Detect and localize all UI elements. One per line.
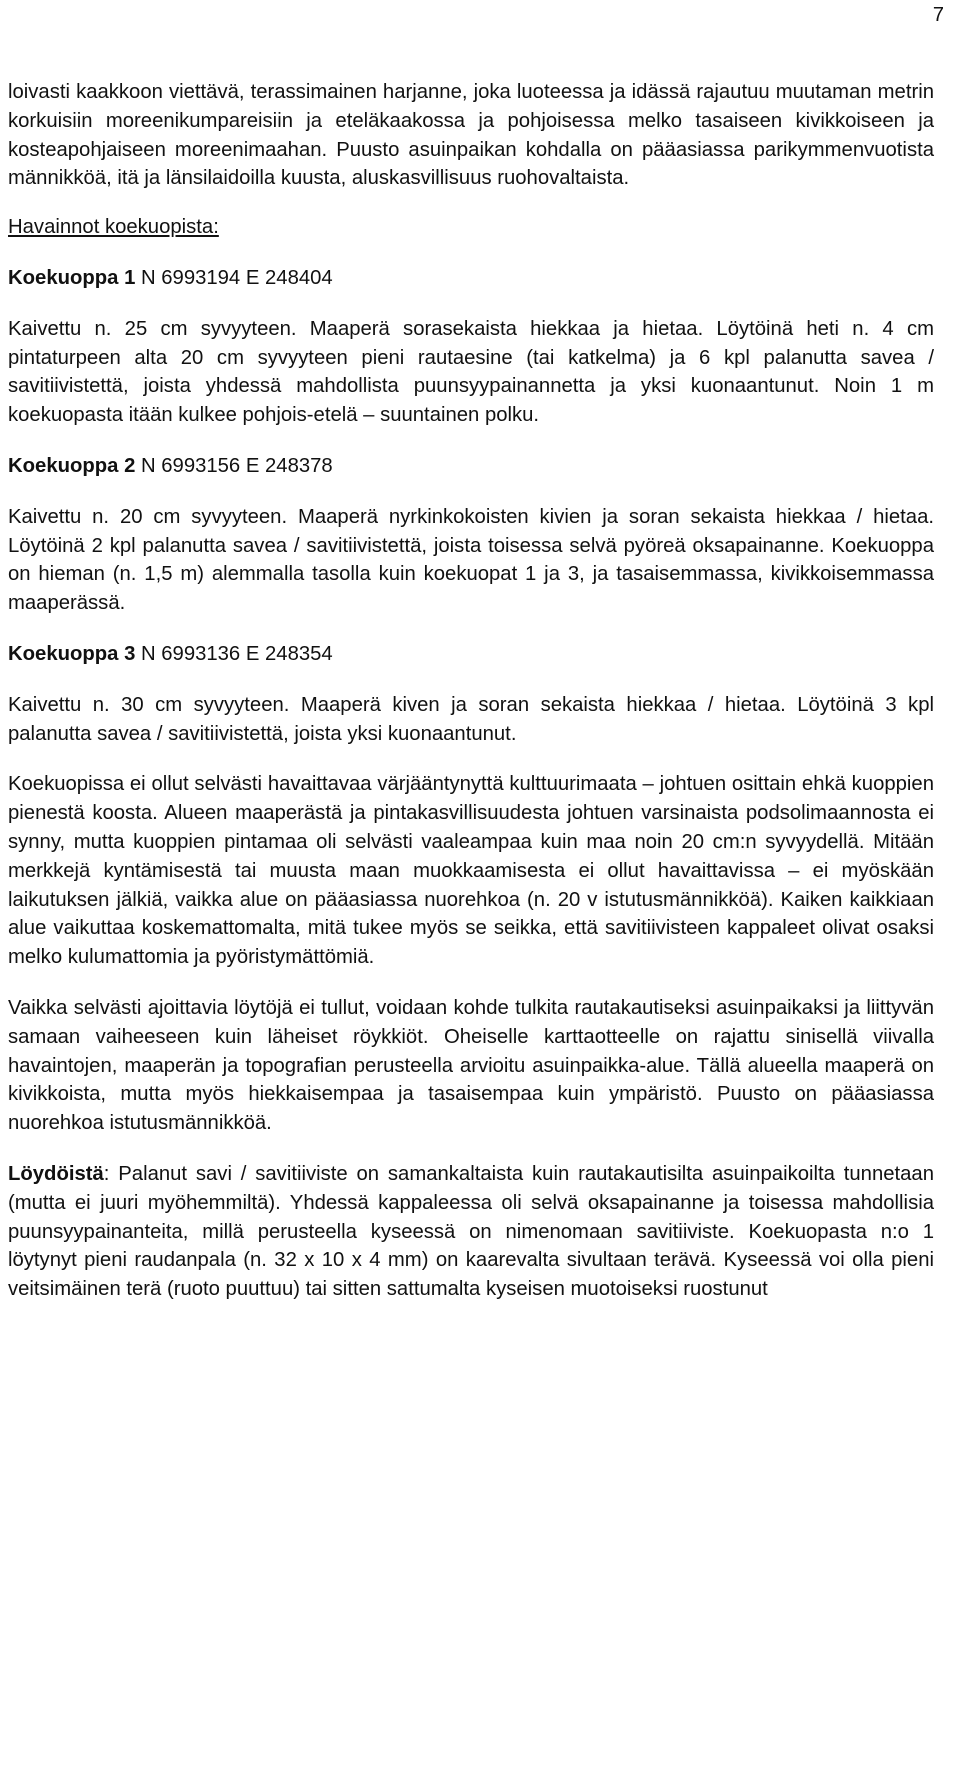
pit-2-label: Koekuoppa 2 [8, 454, 136, 477]
findings-text: : Palanut savi / savitiiviste on samankaltaista kuin rautakautisilta asuinpaikoilta tunnetaan (mutta ei juuri myöhemmiltä). Yhdessä kappaleessa oli selvä oksapainanne ja toisessa mahdollisia puunsyypainanteita, millä perusteella kyseessä on nimenomaan savitiiviste. Koekuopasta n:o 1 löytynyt pieni raudanpala (n. 32 x 10 x 4 mm) on kaarevalta sivultaan terävä. Kyseessä voi olla pieni veitsimäinen terä (ruoto puuttuu) tai sitten sattumalta kyseisen muotoiseksi ruostunut [8, 1162, 934, 1301]
findings-paragraph [8, 1160, 934, 1304]
pit-3-heading [8, 640, 934, 669]
pit-1-label: Koekuoppa 1 [8, 266, 136, 289]
observations-heading-text: Havainnot koekuopista: [8, 216, 219, 239]
pit-1-heading [8, 264, 934, 293]
pit-1-description: Kaivettu n. 25 cm syvyyteen. Maaperä sorasekaista hiekkaa ja hietaa. Löytöinä heti n. 4 cm pintaturpeen alta 20 cm syvyyteen pieni rautaesine (tai katkelma) ja 6 kpl palanutta savea / savitiivistettä, joista yhdessä mahdollista puunsyypainannetta ja yksi kuonaantunut. Noin 1 m koekuopasta itään kulkee pohjois-etelä – suuntainen polku. [8, 317, 934, 427]
pit-1-coords: N 6993194 E 248404 [135, 266, 333, 289]
no-layer-paragraph: Koekuopissa ei ollut selvästi havaittavaa värjääntynyttä kulttuurimaata – johtuen osittain ehkä kuoppien pienestä koosta. Alueen maaperästä ja pintakasvillisuudesta johtuen varsinaista podsolimaannosta ei synny, mutta kuoppien pintamaa oli selvästi vaaleampaa kuin maa noin 20 cm:n syvyydellä. Mitään merkkejä kyntämisestä tai muusta maan muokkaamisesta ei ollut havaittavissa – ei myöskään laikutuksen jälkiä, vaikka alue on pääasiassa nuorehkoa (n. 20 v istutusmännikköä). Kaiken kaikkiaan alue vaikuttaa koskemattomalta, mitä tukee myös se seikka, että savitiivisteen kappaleet olivat osaksi melko kulumattomia ja pyöristymättömiä. [8, 773, 934, 969]
pit-3-coords: N 6993136 E 248354 [135, 642, 333, 665]
pit-2-description: Kaivettu n. 20 cm syvyyteen. Maaperä nyrkinkokoisten kivien ja soran sekaista hiekkaa / hietaa. Löytöinä 2 kpl palanutta savea / savitiivistettä, joista toisessa selvä pyöreä oksapainanne. Koekuoppa on hieman (n. 1,5 m) alemmalla tasolla kuin koekuopat 1 ja 3, ja tasaisemmassa, kivikkoisemmassa maaperässä. [8, 505, 934, 615]
pit-3-description: Kaivettu n. 30 cm syvyyteen. Maaperä kiven ja soran sekaista hiekkaa / hietaa. Löytöinä 3 kpl palanutta savea / savitiivistettä, joista yksi kuonaantunut. [8, 693, 934, 745]
pit-3-label: Koekuoppa 3 [8, 642, 136, 665]
intro-paragraph: loivasti kaakkoon viettävä, terassimainen harjanne, joka luoteessa ja idässä rajautuu muutaman metrin korkuisiin moreenikumpareisiin ja eteläkaakossa ja pohjoisessa melko tasaiseen kivikkoiseen ja kosteapohjaiseen moreenimaahan. Puusto asuinpaikan kohdalla on pääasiassa parikymmenvuotista männikköä, itä ja länsilaidoilla kuusta, aluskasvillisuus ruohovaltaista. [8, 81, 934, 190]
page-number: 7 [932, 4, 944, 26]
findings-label: Löydöistä [8, 1162, 104, 1185]
pit-2-coords: N 6993156 E 248378 [135, 454, 333, 477]
document-body [8, 78, 934, 1304]
pit-2-heading [8, 452, 934, 481]
interpretation-paragraph: Vaikka selvästi ajoittavia löytöjä ei tullut, voidaan kohde tulkita rautakautiseksi asuinpaikaksi ja liittyvän samaan vaiheeseen kuin läheiset röykkiöt. Oheiselle karttaotteelle on rajattu sinisellä viivalla havaintojen, maaperän ja topografian perusteella arvioitu asuinpaikka-alue. Tällä alueella maaperä on kivikkoista, mutta myös hiekkaisempaa ja tasaisempaa kuin ympäristö. Puusto on pääasiassa nuorehkoa istutusmännikköä. [8, 996, 934, 1135]
observations-heading [8, 213, 934, 242]
